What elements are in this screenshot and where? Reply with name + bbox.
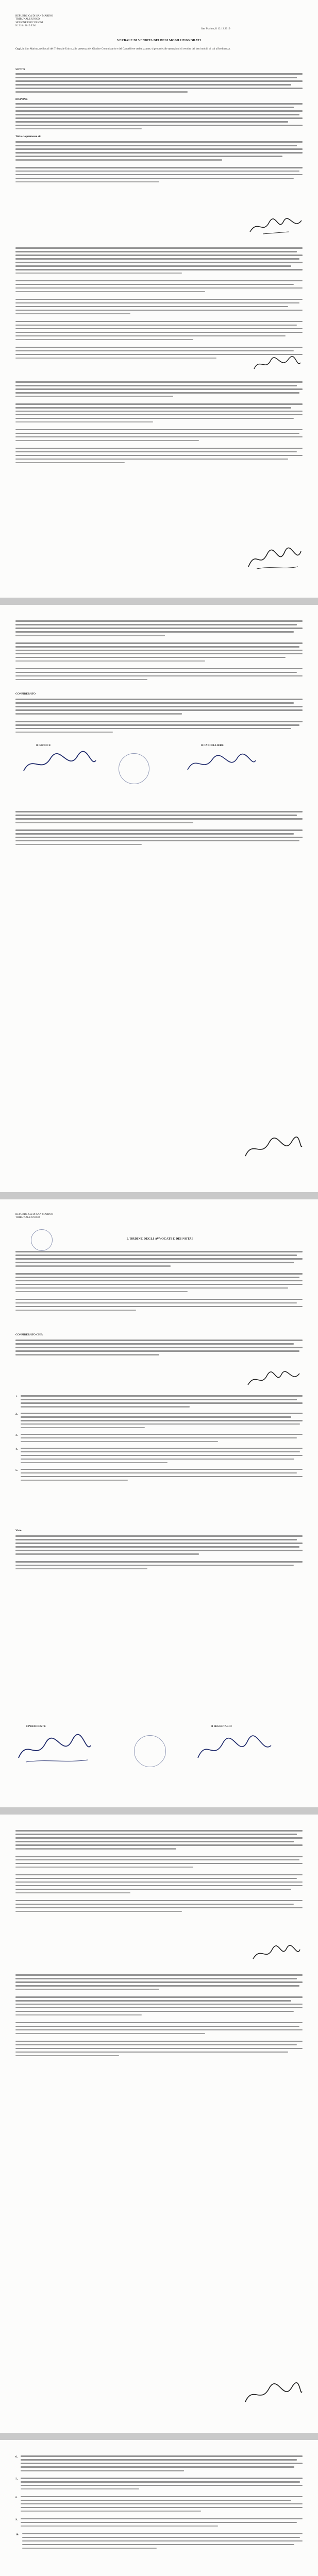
header-line: TRIBUNALE UNICO: [15, 1216, 40, 1219]
signature-scribble: [21, 751, 98, 779]
numbered-list: 1. 2. 3. 4. 5.: [15, 1395, 303, 1483]
section-label: Tutto ciò premesso si:: [15, 135, 41, 138]
clerk-label: Il CANCELLIERE: [201, 744, 224, 747]
document-date: San Marino, lì 12.12.2019: [201, 27, 230, 30]
page-separator: [0, 1192, 318, 1199]
signature-scribble: [196, 1735, 273, 1769]
judge-label: Il GIUDICE: [36, 744, 51, 747]
text-block: [15, 381, 303, 466]
text-block: [15, 73, 303, 95]
text-block: [15, 1251, 303, 1313]
text-block: [15, 1535, 303, 1572]
signature-area: [15, 1725, 303, 1787]
section-label: CONSIDERATO: [15, 692, 36, 696]
official-stamp: [31, 1229, 53, 1251]
document-title: VERBALE DI VENDITA DEI BENI MOBILI PIGNORATI: [117, 39, 201, 42]
document-page-4: [0, 1815, 318, 2433]
signature-scribble: [245, 1369, 302, 1393]
signature-scribble: [186, 752, 258, 779]
document-page-2: [0, 605, 318, 1192]
page-separator: [0, 598, 318, 605]
page-separator: [0, 2433, 318, 2440]
signature-scribble: [242, 2381, 304, 2410]
document-title: L'ORDINE DEGLI AVVOCATI E DEI NOTAI: [126, 1238, 193, 1241]
signature-scribble: [242, 1136, 304, 1164]
official-stamp: [134, 1735, 166, 1767]
signature-scribble: [247, 216, 304, 240]
text-block: [15, 1830, 303, 1914]
text-block: [15, 620, 303, 683]
section-label: DISPONE: [15, 98, 28, 101]
header-line: REPUBBLICA DI SAN MARINO: [15, 14, 53, 18]
text-block: [15, 1974, 303, 2059]
text-block: [15, 811, 303, 848]
numbered-list: 6. 7. 8. 9. 10.: [15, 2455, 303, 2551]
section-label: CONSIDERATO CHE:: [15, 1333, 43, 1336]
text-block: [15, 141, 303, 185]
signature-area: [15, 744, 303, 790]
document-page-5: [0, 2440, 318, 2576]
section-label: SOTTO: [15, 68, 25, 71]
header-line: SEZIONE ESECUZIONI: [15, 21, 43, 24]
document-page-1: [0, 0, 318, 598]
header-line: TRIBUNALE UNICO: [15, 18, 40, 21]
signature-scribble: [246, 546, 303, 574]
secretary-label: Il SEGRETARIO: [211, 1725, 232, 1728]
text-block: [15, 103, 303, 132]
president-label: Il PRESIDENTE: [26, 1725, 46, 1728]
opening-paragraph: Oggi, in San Marino, nei locali del Tribunale Unico, alla presenza del Giudice Commissario e del Cancelliere verbalizzante, si procede alle operazioni di vendita dei beni mobili di cui all'ordinanza.: [15, 47, 231, 50]
header-line: N. 318 / 2019 E.M.: [15, 24, 37, 28]
official-stamp: [119, 753, 149, 784]
signature-scribble: [15, 1734, 93, 1768]
text-block: [15, 247, 303, 361]
section-label: Visto: [15, 1529, 22, 1532]
signature-scribble: [251, 355, 303, 377]
page-header: [15, 14, 170, 28]
page-header: [15, 1213, 170, 1219]
text-block: [15, 1340, 303, 1358]
header-line: REPUBBLICA DI SAN MARINO: [15, 1213, 53, 1216]
text-block: [15, 699, 303, 735]
page-separator: [0, 1807, 318, 1815]
document-page-3: [0, 1199, 318, 1807]
signature-scribble: [250, 1943, 302, 1967]
